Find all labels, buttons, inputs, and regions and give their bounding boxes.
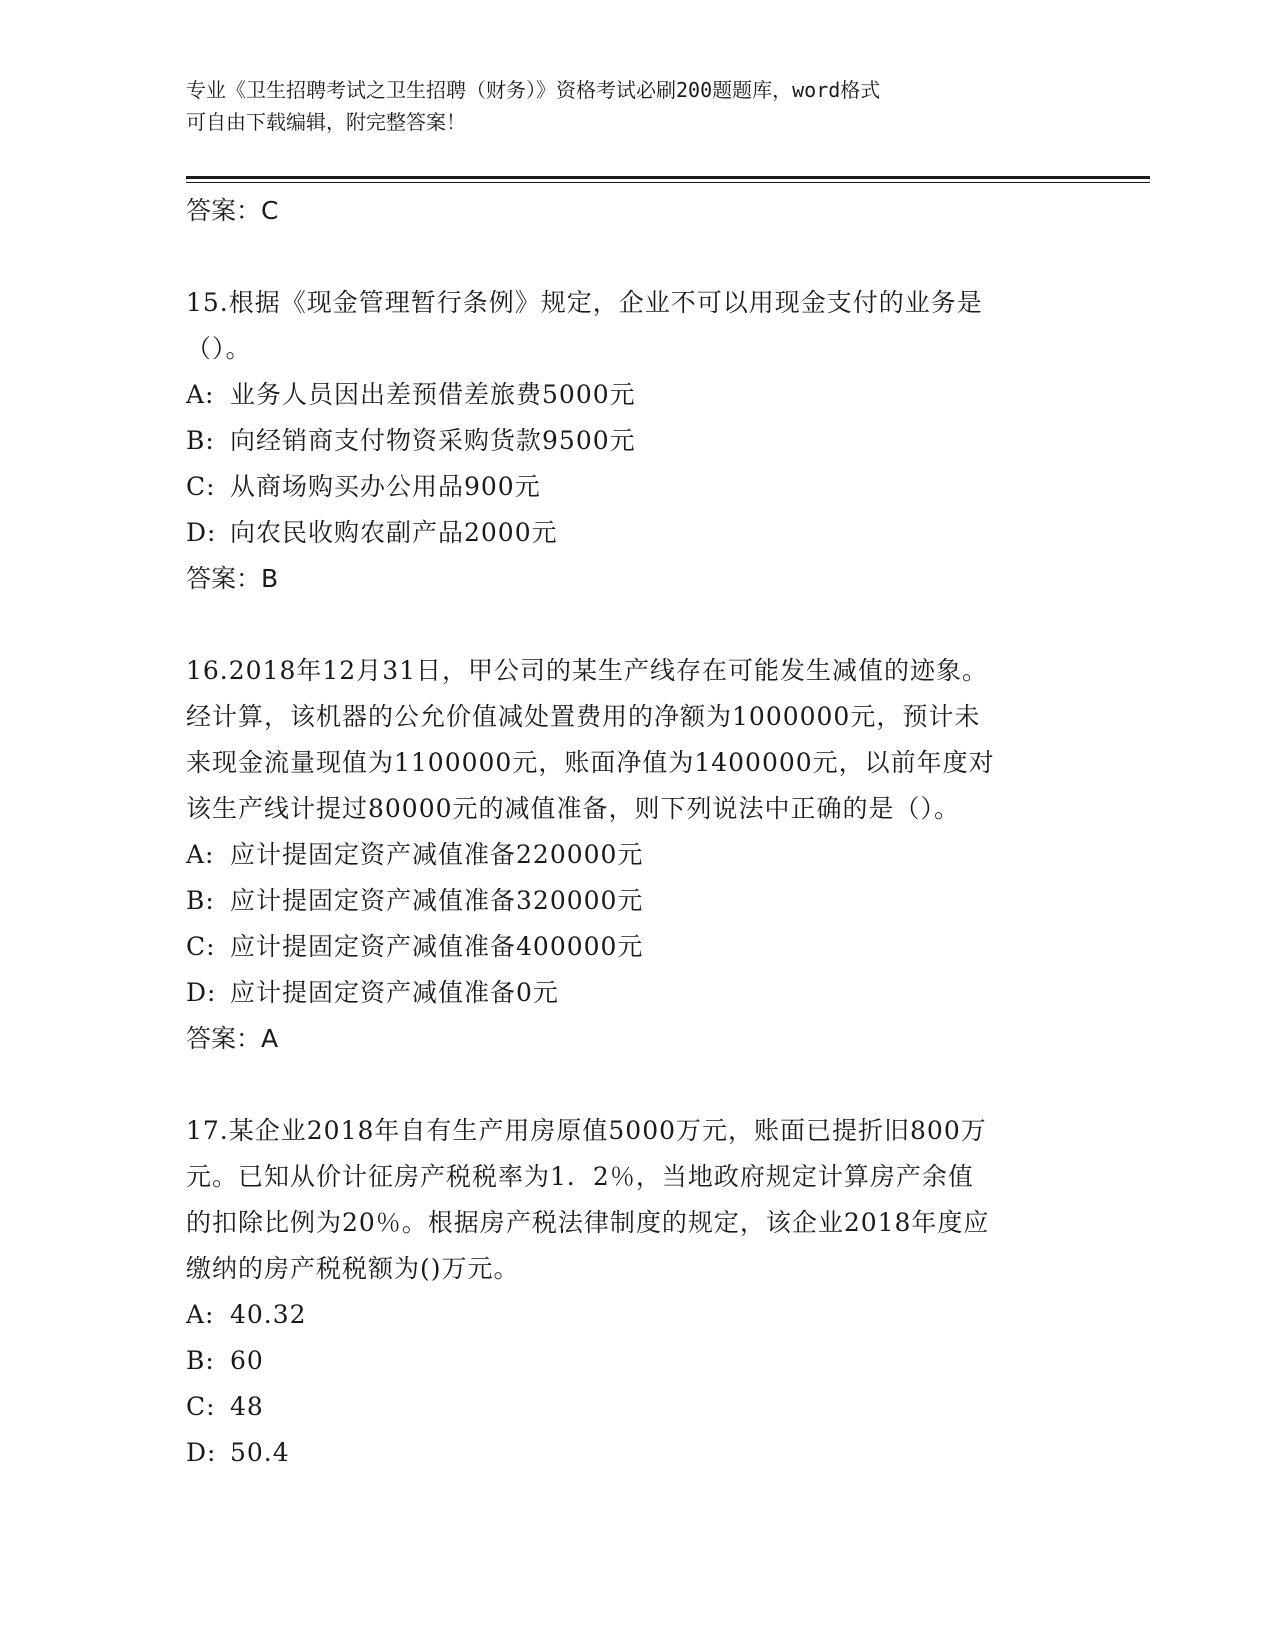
question-text-line: 来现金流量现值为1100000元，账面净值为1400000元，以前年度对 xyxy=(186,748,995,777)
option-b xyxy=(186,1338,1086,1384)
option-key: C: xyxy=(186,932,216,961)
option-text: 50.4 xyxy=(230,1438,290,1467)
answer-16: 答案：A xyxy=(186,1024,279,1053)
option-text: 应计提固定资产减值准备220000元 xyxy=(230,840,644,869)
question-text-line: 经计算，该机器的公允价值减处置费用的净额为1000000元，预计未 xyxy=(186,702,981,731)
option-key: A: xyxy=(186,840,215,869)
option-c xyxy=(186,924,1086,970)
option-key: C: xyxy=(186,1392,216,1421)
option-key: B: xyxy=(186,1346,215,1375)
option-b xyxy=(186,878,1086,924)
option-d xyxy=(186,1430,1086,1476)
previous-answer: 答案：C xyxy=(186,196,279,225)
option-c xyxy=(186,464,1086,510)
spacer xyxy=(186,602,1086,648)
header-rule-thick xyxy=(186,176,1150,179)
option-d xyxy=(186,970,1086,1016)
question-list xyxy=(186,188,1086,1476)
header-line-1: 专业《卫生招聘考试之卫生招聘（财务）》资格考试必刷200题题库，word格式 xyxy=(186,78,881,102)
option-d xyxy=(186,510,1086,556)
option-key: A: xyxy=(186,1300,215,1329)
option-key: B: xyxy=(186,886,215,915)
option-text: 从商场购买办公用品900元 xyxy=(230,472,541,501)
document-header xyxy=(186,74,1086,138)
option-key: A: xyxy=(186,380,215,409)
option-text: 40.32 xyxy=(230,1300,307,1329)
option-key: D: xyxy=(186,1438,217,1467)
question-text-line: 该生产线计提过80000元的减值准备，则下列说法中正确的是（）。 xyxy=(186,794,961,823)
answer-15: 答案：B xyxy=(186,564,279,593)
option-text: 48 xyxy=(230,1392,264,1421)
question-text-line: 17.某企业2018年自有生产用房原值5000万元，账面已提折旧800万 xyxy=(186,1116,987,1145)
spacer xyxy=(186,1062,1086,1108)
question-text-line: 的扣除比例为20％。根据房产税法律制度的规定，该企业2018年度应 xyxy=(186,1208,990,1237)
option-text: 业务人员因出差预借差旅费5000元 xyxy=(230,380,636,409)
option-text: 应计提固定资产减值准备0元 xyxy=(230,978,559,1007)
option-text: 60 xyxy=(230,1346,264,1375)
option-text: 应计提固定资产减值准备400000元 xyxy=(230,932,644,961)
question-15 xyxy=(186,280,1086,602)
spacer xyxy=(186,234,1086,280)
option-key: C: xyxy=(186,472,216,501)
option-text: 向农民收购农副产品2000元 xyxy=(230,518,558,547)
header-line-2: 可自由下载编辑，附完整答案！ xyxy=(186,110,466,134)
option-b xyxy=(186,418,1086,464)
option-c xyxy=(186,1384,1086,1430)
option-a xyxy=(186,372,1086,418)
option-key: D: xyxy=(186,978,217,1007)
option-text: 向经销商支付物资采购货款9500元 xyxy=(230,426,636,455)
question-text-line: （）。 xyxy=(186,334,252,363)
question-text-line: 缴纳的房产税税额为()万元。 xyxy=(186,1254,520,1283)
header-rule-thin xyxy=(186,182,1150,183)
question-text-line: 16.2018年12月31日，甲公司的某生产线存在可能发生减值的迹象。 xyxy=(186,656,989,685)
question-text-line: 元。已知从价计征房产税税率为1．2％，当地政府规定计算房产余值 xyxy=(186,1162,974,1191)
option-text: 应计提固定资产减值准备320000元 xyxy=(230,886,644,915)
question-17 xyxy=(186,1108,1086,1476)
option-a xyxy=(186,832,1086,878)
option-a xyxy=(186,1292,1086,1338)
option-key: B: xyxy=(186,426,215,455)
question-text-line: 15.根据《现金管理暂行条例》规定，企业不可以用现金支付的业务是 xyxy=(186,288,983,317)
option-key: D: xyxy=(186,518,217,547)
question-16 xyxy=(186,648,1086,1062)
